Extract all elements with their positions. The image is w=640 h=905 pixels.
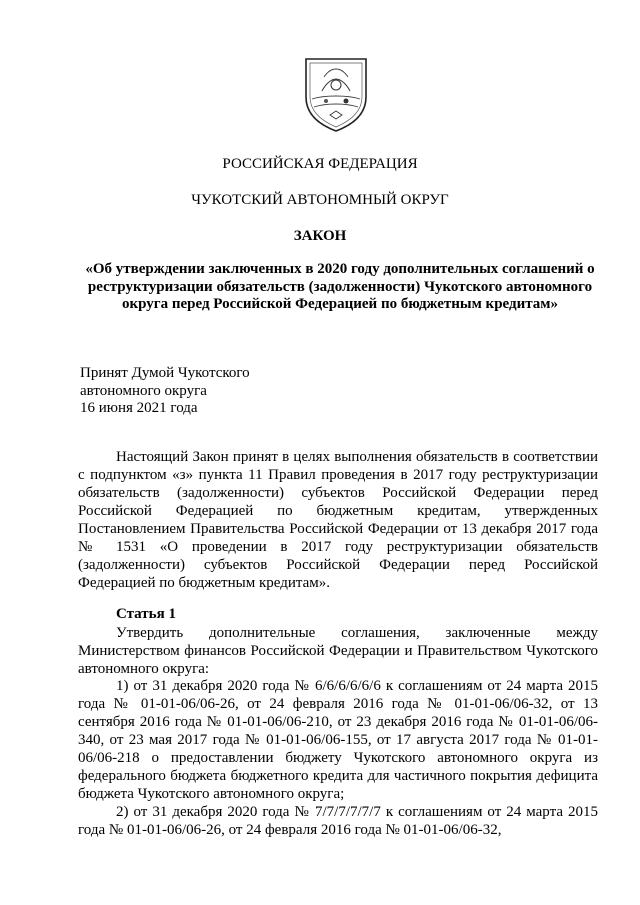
coat-of-arms-icon [302, 55, 370, 133]
article-1-intro: Утвердить дополнительные соглашения, заключенные между Министерством финансов Российской Федерации и Правительством Чукотского автономного округа: [78, 625, 598, 677]
country-heading: РОССИЙСКАЯ ФЕДЕРАЦИЯ [222, 156, 418, 172]
law-title: «Об утверждении заключенных в 2020 году дополнительных соглашений о реструктуризации обязательств (задолженности) Чукотского автономного округа перед Российской Федерацией по бюджетным кредитам» [85, 261, 595, 312]
adoption-line-2: автономного округа [80, 382, 207, 399]
adoption-info [80, 365, 250, 418]
preamble-paragraph: Настоящий Закон принят в целях выполнения обязательств в соответствии с подпунктом «з» пункта 11 Правил проведения в 2017 году реструктуризации обязательств (задолженности) субъектов Российской Федерации перед Российской Федерацией по бюджетным кредитам, утвержденных Постановлением Правительства Российской Федерации от 13 декабря 2017 года № 1531 «О проведении в 2017 году реструктуризации обязательств (задолженности) субъектов Российской Федерации перед Российской Федерацией по бюджетным кредитам». [78, 449, 598, 591]
article-1-item-1: 1) от 31 декабря 2020 года № 6/6/6/6/6/6 к соглашениям от 24 марта 2015 года № 01-01-06/06-26, от 24 февраля 2016 года № 01-01-06/06-32, от 13 сентября 2016 года № 01-01-06/06-210, от 23 декабря 2016 года № 01-01-06/06-340, от 23 мая 2017 года № 01-01-06/06-155, от 17 августа 2017 года № 01-01-06/06-218 о предоставлении бюджету Чукотского автономного округа из федерального бюджета бюджетного кредита для частичного покрытия дефицита бюджета Чукотского автономного округа; [78, 678, 598, 802]
region-heading: ЧУКОТСКИЙ АВТОНОМНЫЙ ОКРУГ [191, 192, 449, 208]
article-1-heading: Статья 1 [116, 606, 176, 622]
doc-type-heading: ЗАКОН [293, 228, 347, 244]
adoption-date: 16 июня 2021 года [80, 400, 198, 416]
adoption-line-1: Принят Думой Чукотского [80, 365, 250, 381]
article-1-item-2: 2) от 31 декабря 2020 года № 7/7/7/7/7/7 к соглашениям от 24 марта 2015 года № 01-01-06/06-26, от 24 февраля 2016 года № 01-01-06/06-32, [78, 804, 598, 838]
